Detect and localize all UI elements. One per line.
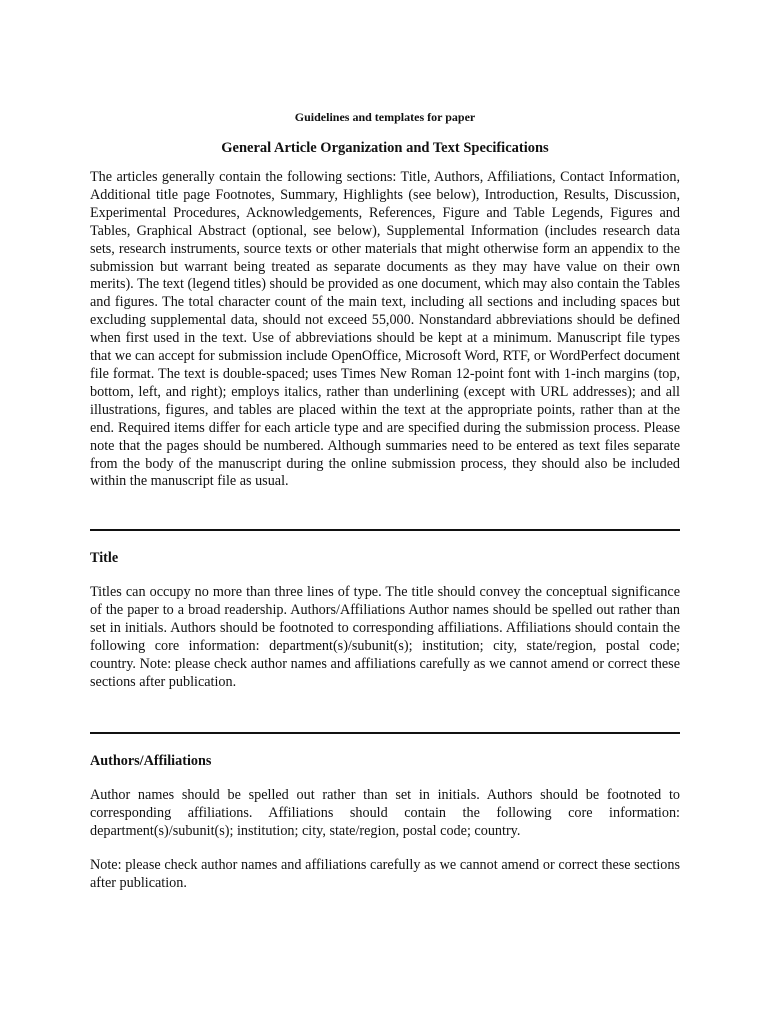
section-divider [90, 529, 680, 531]
title-section-paragraph: Titles can occupy no more than three lines of type. The title should convey the conceptual significance of the paper to a broad readership. Authors/Affiliations Author names should be spelled out rather than set in initials. Authors should be footnoted to corresponding affiliations. Affiliations should contain the following core information: department(s)/subunit(s); institution; city, state/region, postal code; country. Note: please check author names and affiliations carefully as we cannot amend or correct these sections after publication. [90, 584, 680, 690]
section-heading-title: Title [90, 550, 119, 567]
section-divider [90, 732, 680, 734]
document-page [90, 108, 680, 893]
document-title: General Article Organization and Text Specifications [221, 140, 549, 156]
document-subtitle: Guidelines and templates for paper [294, 110, 476, 124]
intro-paragraph: The articles generally contain the following sections: Title, Authors, Affiliations, Contact Information, Additional title page Footnotes, Summary, Highlights (see below), Introduction, Results, Discussion, Experimental Procedures, Acknowledgements, References, Figure and Table Legends, Figures and Tables, Graphical Abstract (optional, see below), Supplemental Information (includes research data sets, research instruments, source texts or other materials that might otherwise form an appendix to the submission but warrant being treated as separate documents as they may have value on their own merits). The text (legend titles) should be provided as one document, which may also contain the Tables and figures. The total character count of the main text, including all sections and including spaces but excluding supplemental data, should not exceed 55,000. Nonstandard abbreviations should be defined when first used in the text. Use of abbreviations should be kept at a minimum. Manuscript file types that we can accept for submission include OpenOffice, Microsoft Word, RTF, or WordPerfect document file format. The text is double-spaced; uses Times New Roman 12-point font with 1-inch margins (top, bottom, left, and right); employs italics, rather than underlining (except with URL addresses); and all illustrations, figures, and tables are placed within the text at the appropriate points, rather than at the end. Required items differ for each article type and are specified during the submission process. Please note that the pages should be numbered. Although summaries need to be entered as text files separate from the body of the manuscript during the online submission process, they should also be included within the manuscript file as usual. [90, 169, 680, 490]
section-heading-authors: Authors/Affiliations [90, 752, 212, 769]
authors-section-note: Note: please check author names and affiliations carefully as we cannot amend or correct these sections after publication. [90, 857, 680, 892]
authors-section-paragraph: Author names should be spelled out rather than set in initials. Authors should be footnoted to corresponding affiliations. Affiliations should contain the following core information: department(s)/subunit(s); institution; city, state/region, postal code; country. [90, 786, 680, 839]
